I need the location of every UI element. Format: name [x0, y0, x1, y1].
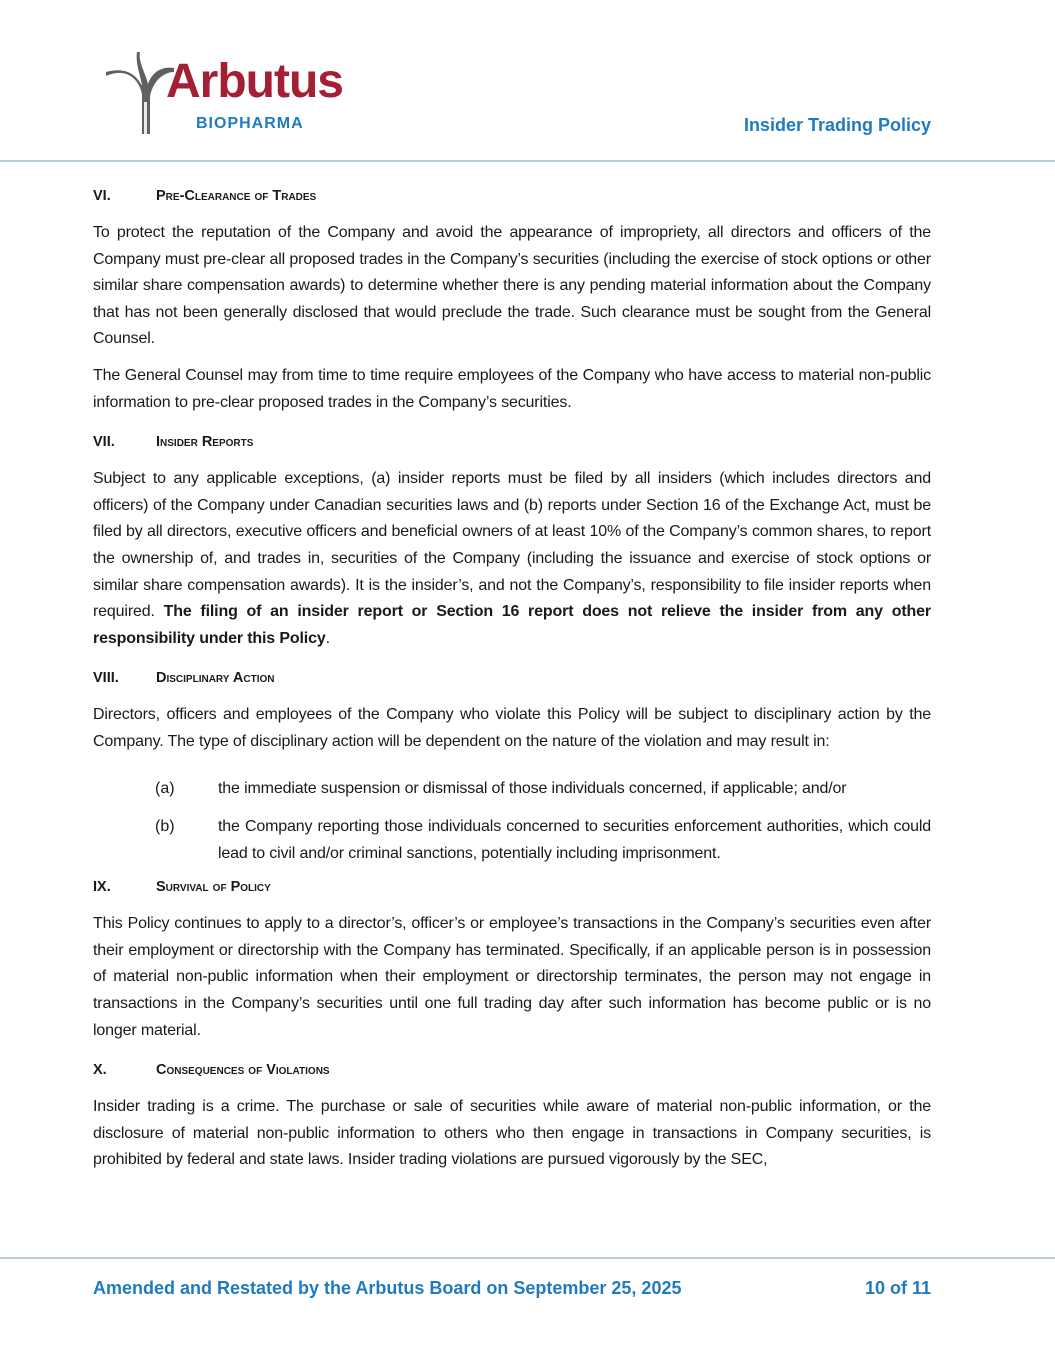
section-heading: [93, 670, 931, 692]
document-body: [93, 188, 931, 1184]
section-number: X.: [93, 1062, 107, 1079]
section-insider-reports: [93, 434, 931, 652]
paragraph: This Policy continues to apply to a director’s, officer’s or employee’s transactions in the Company’s securities even after their employment or directorship with the Company has terminated. Specifically, if an applicable person is in possession of material non-public information when their employment or directorship terminates, the person may not engage in transactions in the Company’s securities until one full trading day after such information has become public or is no longer material.: [93, 915, 931, 1039]
paragraph-text: Subject to any applicable exceptions, (a) insider reports must be filed by all insiders (which includes directors and officers) of the Company under Canadian securities laws and (b) reports under Section 16 of the Exchange Act, must be filed by all directors, executive officers and beneficial owners of at least 10% of the Company’s common shares, to report the ownership of, and trades in, securities of the Company (including the issuance and exercise of stock options or similar share compensation awards). It is the insider’s, and not the Company’s, responsibility to file insider reports when required.: [93, 470, 931, 621]
section-survival-of-policy: [93, 879, 931, 1044]
section-pre-clearance: [93, 188, 931, 416]
page-footer: [93, 1278, 931, 1299]
header-divider: [0, 160, 1055, 162]
logo-wordmark: Arbutus: [166, 55, 343, 108]
section-number: VII.: [93, 434, 115, 451]
section-number: VI.: [93, 188, 111, 204]
section-title: Consequences of Violations: [156, 1062, 330, 1079]
tree-icon: [104, 50, 174, 135]
footer-divider: [0, 1257, 1055, 1259]
paragraph: The General Counsel may from time to time require employees of the Company who have access to material non-public information to pre-clear proposed trades in the Company’s securities.: [93, 366, 931, 411]
paragraph: [93, 466, 931, 652]
section-consequences-of-violations: [93, 1062, 931, 1174]
section-heading: [93, 1062, 931, 1084]
bold-statement: The filing of an insider report or Section 16 report does not relieve the insider from any other responsibility under this Policy: [93, 603, 931, 647]
document-title: Insider Trading Policy: [743, 115, 931, 135]
page-number: 10 of 11: [864, 1278, 931, 1298]
section-title: Insider Reports: [156, 434, 254, 451]
paragraph: To protect the reputation of the Company and avoid the appearance of impropriety, all directors and officers of the Company must pre-clear all proposed trades in the Company’s securities (including the exercise of stock options or other similar share compensation awards) to determine whether there is any pending material information about the Company that has not been generally disclosed that would preclude the trade. Such clearance must be sought from the General Counsel.: [93, 224, 931, 348]
list-text: the Company reporting those individuals concerned to securities enforcement authorities, which could lead to civil and/or criminal sanctions, potentially including imprisonment.: [218, 818, 931, 862]
section-heading: [93, 434, 931, 456]
paragraph: Insider trading is a crime. The purchase or sale of securities while aware of material non-public information, or the disclosure of material non-public information to others who then engage in transactions in Company securities, is prohibited by federal and state laws. Insider trading violations are pursued vigorously by the SEC,: [93, 1098, 931, 1169]
section-title: Pre-Clearance of Trades: [156, 188, 317, 204]
paragraph: Directors, officers and employees of the Company who violate this Policy will be subject to disciplinary action by the Company. The type of disciplinary action will be dependent on the nature of the violation and may result in:: [93, 706, 931, 750]
amendment-note: Amended and Restated by the Arbutus Board on September 25, 2025: [93, 1278, 682, 1298]
section-title: Survival of Policy: [156, 879, 271, 896]
list-item: [93, 776, 931, 803]
list-label: (b): [155, 818, 175, 836]
logo-subtitle: BIOPHARMA: [196, 115, 304, 132]
company-logo: [104, 50, 354, 140]
section-disciplinary-action: [93, 670, 931, 867]
page-header: [0, 0, 1055, 162]
section-title: Disciplinary Action: [156, 670, 275, 687]
list-text: the immediate suspension or dismissal of those individuals concerned, if applicable; and/or: [218, 779, 847, 797]
section-number: IX.: [93, 879, 111, 896]
section-heading: [93, 188, 931, 210]
paragraph-end: .: [325, 629, 330, 647]
section-heading: [93, 879, 931, 901]
list-item: [93, 814, 931, 867]
section-number: VIII.: [93, 670, 119, 687]
list-label: (a): [155, 779, 175, 797]
